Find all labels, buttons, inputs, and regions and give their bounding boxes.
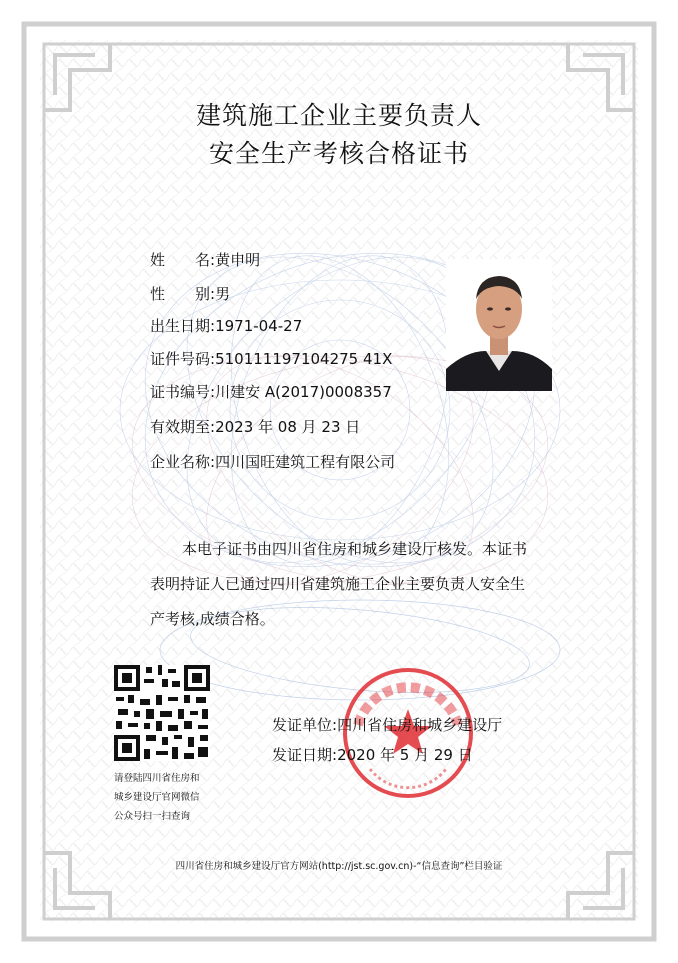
- id-row: [150, 348, 392, 369]
- gender-label-2: 别:: [195, 285, 216, 303]
- issue-date-value: 2020 年 5 月 29 日: [337, 746, 473, 764]
- certificate-title-line1: 建筑施工企业主要负责人: [195, 101, 482, 130]
- gender-value: 男: [215, 285, 231, 303]
- qr-code[interactable]: [114, 665, 210, 761]
- qr-instructions: [114, 769, 224, 826]
- verification-footer: 四川省住房和城乡建设厅官方网站(http://jst.sc.gov.cn)-“信息查询”栏目验证: [175, 861, 503, 872]
- cert-no-value: 川建安 A(2017)0008357: [215, 383, 392, 401]
- valid-label: 有效期至:: [150, 418, 216, 436]
- portrait-photo: [446, 259, 552, 391]
- issuer-row: [272, 714, 502, 735]
- certificate-title-line2: 安全生产考核合格证书: [208, 139, 469, 168]
- issuer-value: 四川省住房和城乡建设厅: [337, 716, 503, 734]
- birth-label: 出生日期:: [150, 317, 216, 335]
- company-label: 企业名称:: [150, 453, 216, 471]
- name-label: 姓: [150, 251, 166, 269]
- gender-row: [150, 283, 230, 304]
- birth-row: [150, 315, 302, 336]
- company-row: [150, 451, 395, 472]
- gender-label: 性: [150, 285, 166, 303]
- company-value: 四川国旺建筑工程有限公司: [215, 453, 396, 471]
- qr-note-line3: 公众号扫一扫查询: [114, 811, 191, 822]
- qr-note-line2: 城乡建设厅官网微信: [114, 792, 200, 803]
- name-row: [150, 249, 260, 270]
- cert-no-row: [150, 381, 392, 402]
- issuer-label: 发证单位:: [272, 716, 338, 734]
- valid-row: [150, 416, 360, 437]
- issue-date-row: [272, 744, 473, 765]
- issue-date-label: 发证日期:: [272, 746, 338, 764]
- id-value: 510111197104275 41X: [215, 350, 393, 368]
- name-value: 黄申明: [215, 251, 261, 269]
- birth-value: 1971-04-27: [215, 317, 303, 335]
- qr-note-line1: 请登陆四川省住房和: [114, 773, 200, 784]
- cert-no-label: 证书编号:: [150, 383, 216, 401]
- valid-value: 2023 年 08 月 23 日: [215, 418, 361, 436]
- name-label-2: 名:: [195, 251, 216, 269]
- id-label: 证件号码:: [150, 350, 216, 368]
- certification-statement: 本电子证书由四川省住房和城乡建设厅核发。本证书表明持证人已通过四川省建筑施工企业主要负责人安全生产考核,成绩合格。: [150, 540, 528, 628]
